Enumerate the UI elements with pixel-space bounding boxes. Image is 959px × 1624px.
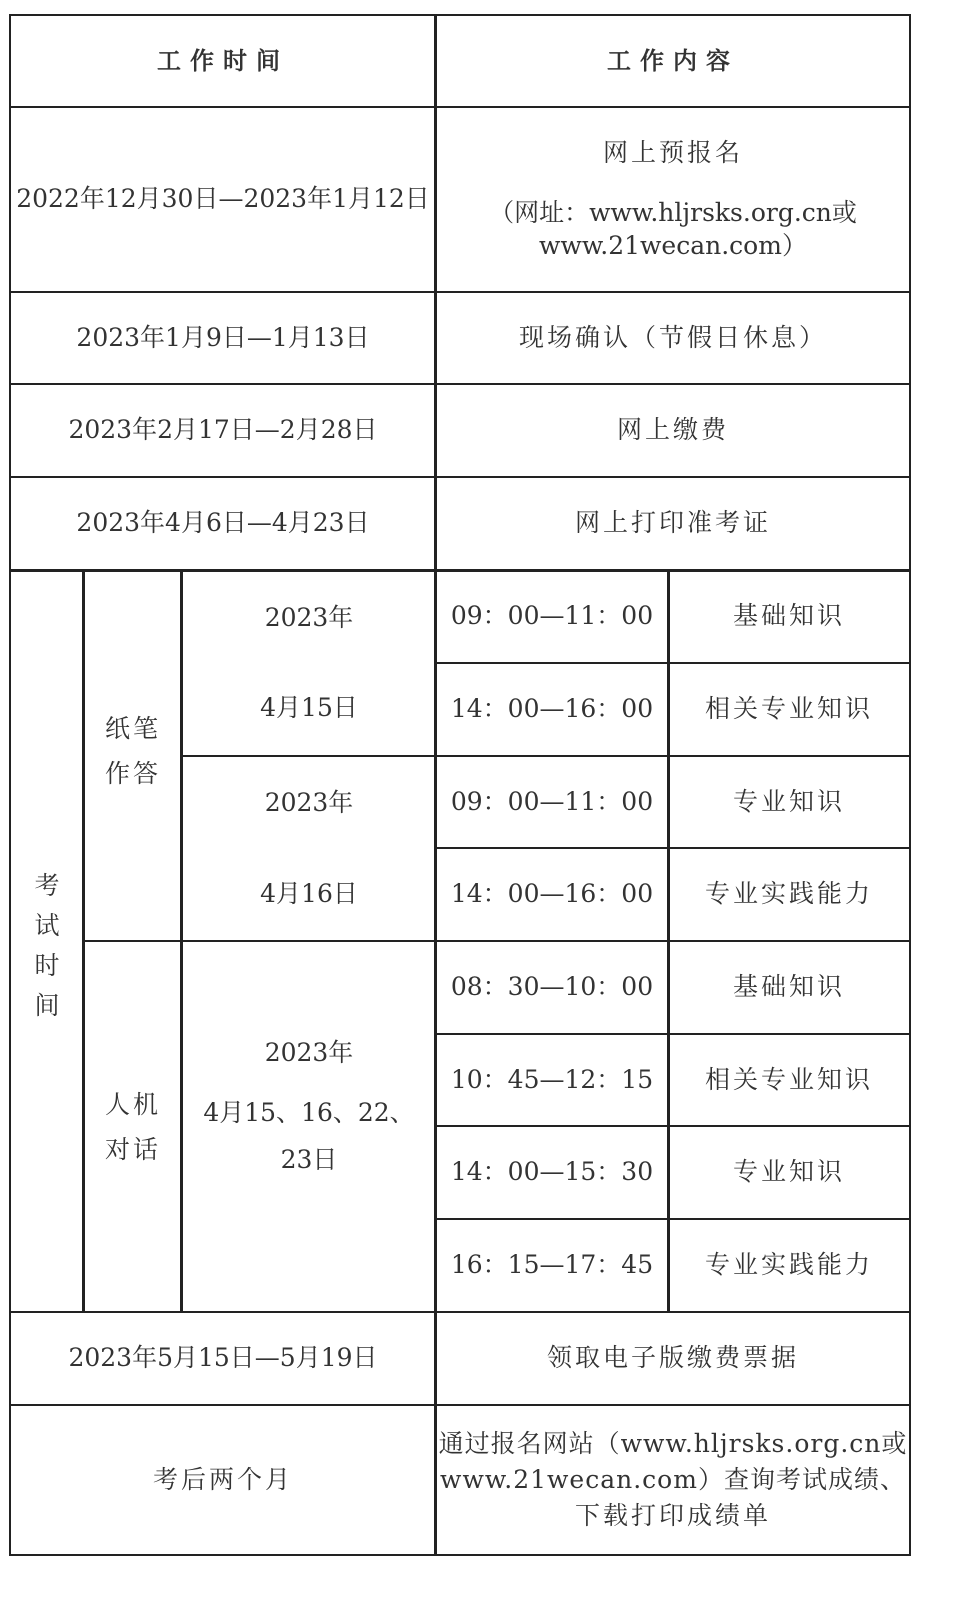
row-payment-content: 网上缴费 [616,415,729,445]
session-time: 14：00—15：30 [450,1157,654,1187]
session-time: 09：00—11：00 [450,786,654,816]
grid-line [909,14,911,1556]
exam-label-char-4: 间 [34,991,60,1020]
grid-line [9,1554,911,1556]
exam-time-label [10,570,84,1312]
session-time: 14：00—16：00 [450,879,654,909]
header-work-content: 工作内容 [607,46,739,76]
session-subject: 基础知识 [732,972,845,1002]
paper-day2-year: 2023年 [264,788,354,817]
grid-line [435,847,911,849]
session-subject: 专业知识 [732,786,845,816]
grid-line [9,476,911,478]
paper-day1-date [182,570,436,756]
grid-line [667,570,670,1312]
computer-mode-line1: 人机 [104,1089,161,1119]
row-ticket-content: 网上打印准考证 [574,508,771,538]
grid-line [82,570,85,1312]
computer-dates [182,941,436,1312]
computer-mode-line2: 对话 [104,1134,161,1164]
paper-day2-day: 4月16日 [260,878,358,908]
session-subject: 专业知识 [732,1157,845,1187]
paper-mode-label [84,570,182,941]
grid-line [181,755,911,757]
paper-day2-date [182,756,436,941]
paper-mode-line1: 纸笔 [104,713,161,743]
session-subject: 相关专业知识 [704,1064,873,1094]
results-line1: 通过报名网站（www.hljrsks.org.cn或 [438,1428,908,1458]
results-line3: 下载打印成绩单 [574,1501,771,1531]
paper-day1-day: 4月15日 [260,693,358,722]
row-results-content [436,1405,910,1555]
session-time: 14：00—16：00 [450,694,654,724]
grid-line [435,1218,911,1220]
session-subject: 基础知识 [732,601,845,631]
session-time: 16：15—17：45 [450,1250,654,1280]
grid-line [9,1311,911,1313]
session-subject: 专业实践能力 [704,1250,873,1280]
row-receipt-time: 2023年5月15日—5月19日 [68,1343,378,1373]
session-time: 10：45—12：15 [450,1064,654,1094]
row-receipt-content: 领取电子版缴费票据 [546,1343,799,1373]
session-time: 08：30—10：00 [450,972,654,1002]
session-time: 09：00—11：00 [450,601,654,631]
grid-line [435,662,911,664]
grid-line [9,14,11,1556]
grid-line [9,569,911,572]
computer-mode-label [84,941,182,1312]
row-payment-time: 2023年2月17日—2月28日 [68,415,378,445]
computer-dates-year: 2023年 [264,1037,354,1067]
grid-line [83,940,911,942]
preregistration-url-line1: （网址：www.hljrsks.org.cn或 [489,198,857,228]
row-confirmation-content: 现场确认（节假日休息） [518,322,827,352]
exam-label-char-2: 试 [34,911,60,940]
grid-line [9,291,911,293]
grid-line [9,106,911,108]
row-preregistration-time: 2022年12月30日—2023年1月12日 [16,184,430,214]
computer-dates-days: 4月15、16、22、 [203,1098,415,1128]
computer-dates-days-end: 23日 [280,1144,338,1174]
grid-line [180,570,183,1312]
grid-line [435,1125,911,1127]
header-work-time: 工作时间 [157,46,289,76]
row-confirmation-time: 2023年1月9日—1月13日 [76,322,370,352]
row-preregistration-content [436,107,910,292]
grid-line [9,383,911,385]
grid-line [9,14,911,16]
session-subject: 相关专业知识 [704,694,873,724]
exam-label-char-1: 考 [34,871,60,900]
row-ticket-time: 2023年4月6日—4月23日 [76,508,370,538]
session-subject: 专业实践能力 [704,879,873,909]
grid-line [435,1033,911,1035]
paper-mode-line2: 作答 [104,758,161,788]
results-line2: www.21wecan.com）查询考试成绩、 [440,1464,906,1494]
grid-line [9,1404,911,1406]
grid-line [434,14,437,1556]
preregistration-title: 网上预报名 [602,137,743,167]
preregistration-url-line2: www.21wecan.com） [539,230,807,260]
paper-day1-year: 2023年 [264,602,354,632]
exam-label-char-3: 时 [34,951,60,980]
row-results-time: 考后两个月 [152,1464,293,1494]
